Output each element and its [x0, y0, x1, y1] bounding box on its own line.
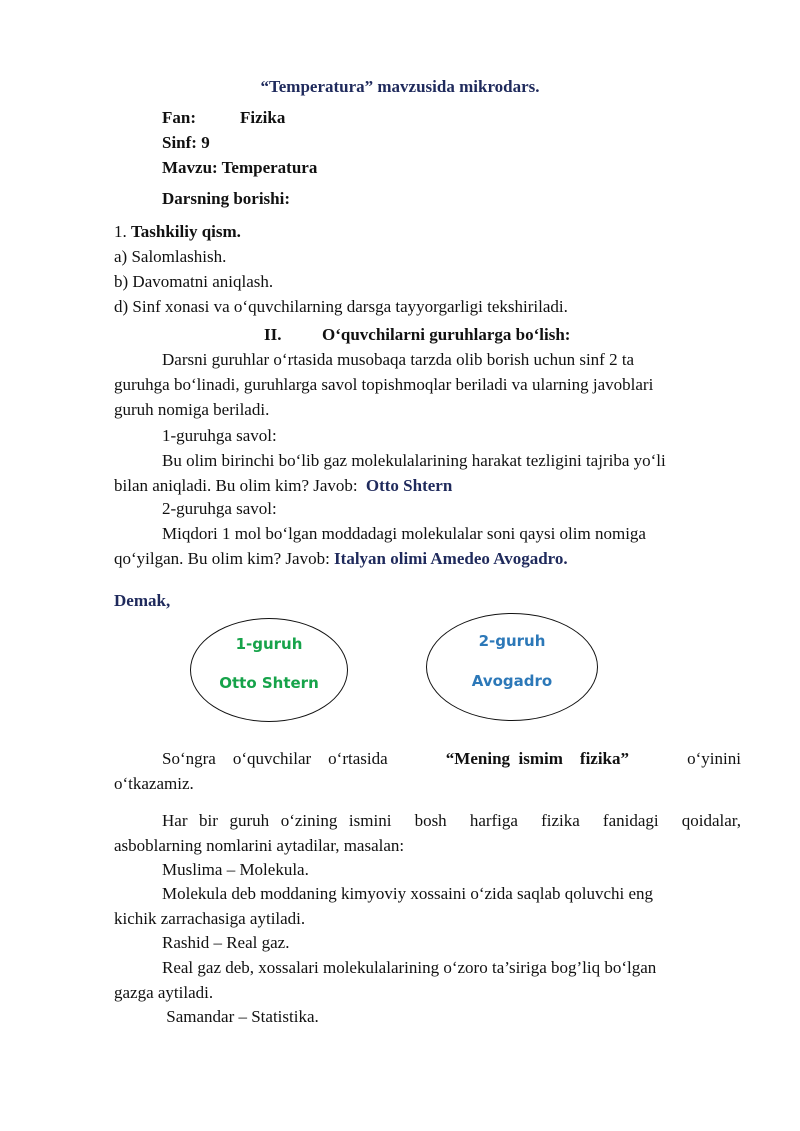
example1-definition: Molekula deb moddaning kimyoviy xossaini o‘zida saqlab qoluvchi eng [162, 884, 654, 903]
group2-name: 2-guruh [478, 632, 546, 650]
paragraph-line: guruh nomiga beriladi. [114, 400, 270, 419]
section1-item: d) Sinf xonasi va o‘quvchilarning darsga tayyorgarligi tekshiriladi. [114, 297, 568, 316]
section1-item: a) Salomlashish. [114, 247, 227, 266]
game-intro-line [162, 749, 741, 769]
game-rule-line2: asboblarning nomlarini aytadilar, masalan: [114, 836, 405, 855]
section1-heading [114, 222, 241, 242]
question1-text-end: bilan aniqladi. Bu olim kim? Javob: [114, 476, 358, 495]
question2-answer: Italyan olimi Amedeo Avogadro. [334, 549, 568, 568]
question2-text-end: qo‘yilgan. Bu olim kim? Javob: [114, 549, 330, 568]
sinf-line: Sinf: 9 [162, 133, 210, 152]
group1-ellipse [190, 618, 348, 722]
section1-item: b) Davomatni aniqlash. [114, 272, 274, 291]
example2-definition: Real gaz deb, xossalari molekulalarining o‘zoro ta’siriga bog’liq bo‘lgan [162, 958, 657, 977]
paragraph-line: Darsni guruhlar o‘rtasida musobaqa tarzda olib borish uchun sinf 2 ta [162, 350, 635, 369]
group2-answer: Avogadro [471, 672, 553, 690]
game-intro-start: So‘ngra o‘quvchilar o‘rtasida [162, 749, 388, 768]
game-name: “Mening ismim fizika” [445, 749, 630, 768]
game-intro-line2: o‘tkazamiz. [114, 774, 194, 793]
fan-value: Fizika [240, 108, 286, 127]
section1-title: Tashkiliy qism. [131, 222, 241, 241]
paragraph-line: guruhga bo‘linadi, guruhlarga savol topishmoqlar beriladi va ularning javoblari [114, 375, 654, 394]
question2-label: 2-guruhga savol: [162, 499, 277, 518]
question2-text: Miqdori 1 mol bo‘lgan moddadagi molekulalar soni qaysi olim nomiga [162, 524, 646, 543]
question1-text: Bu olim birinchi bo‘lib gaz molekulalarining harakat tezligini tajriba yo‘li [162, 451, 666, 470]
darsning-borishi: Darsning borishi: [162, 189, 290, 208]
game-intro-end: o‘yinini [687, 749, 741, 768]
document-title: “Temperatura” mavzusida mikrodars. [260, 77, 540, 96]
question1-answer: Otto Shtern [365, 476, 453, 495]
mavzu-line: Mavzu: Temperatura [162, 158, 318, 177]
question2-text [114, 549, 568, 569]
game-rule-text: Har bir guruh o‘zining ismini bosh harfiga fizika fanidagi qoidalar, [162, 811, 741, 830]
game-rule-line [162, 811, 741, 831]
section2-title: O‘quvchilarni guruhlarga bo‘lish: [322, 325, 571, 344]
group1-answer: Otto Shtern [219, 674, 319, 692]
question1-text [114, 476, 452, 496]
example3: Samandar – Statistika. [162, 1007, 319, 1026]
example1-definition-end: kichik zarrachasiga aytiladi. [114, 909, 306, 928]
example2-definition-end: gazga aytiladi. [114, 983, 214, 1002]
example1: Muslima – Molekula. [162, 860, 309, 879]
fan-label: Fan: [162, 108, 196, 127]
group2-ellipse [426, 613, 598, 721]
section2-number: II. [264, 325, 282, 344]
example2: Rashid – Real gaz. [162, 933, 290, 952]
group1-name: 1-guruh [235, 635, 303, 653]
question1-label: 1-guruhga savol: [162, 426, 277, 445]
demak-label: Demak, [114, 591, 171, 610]
section1-number: 1. [114, 222, 127, 241]
